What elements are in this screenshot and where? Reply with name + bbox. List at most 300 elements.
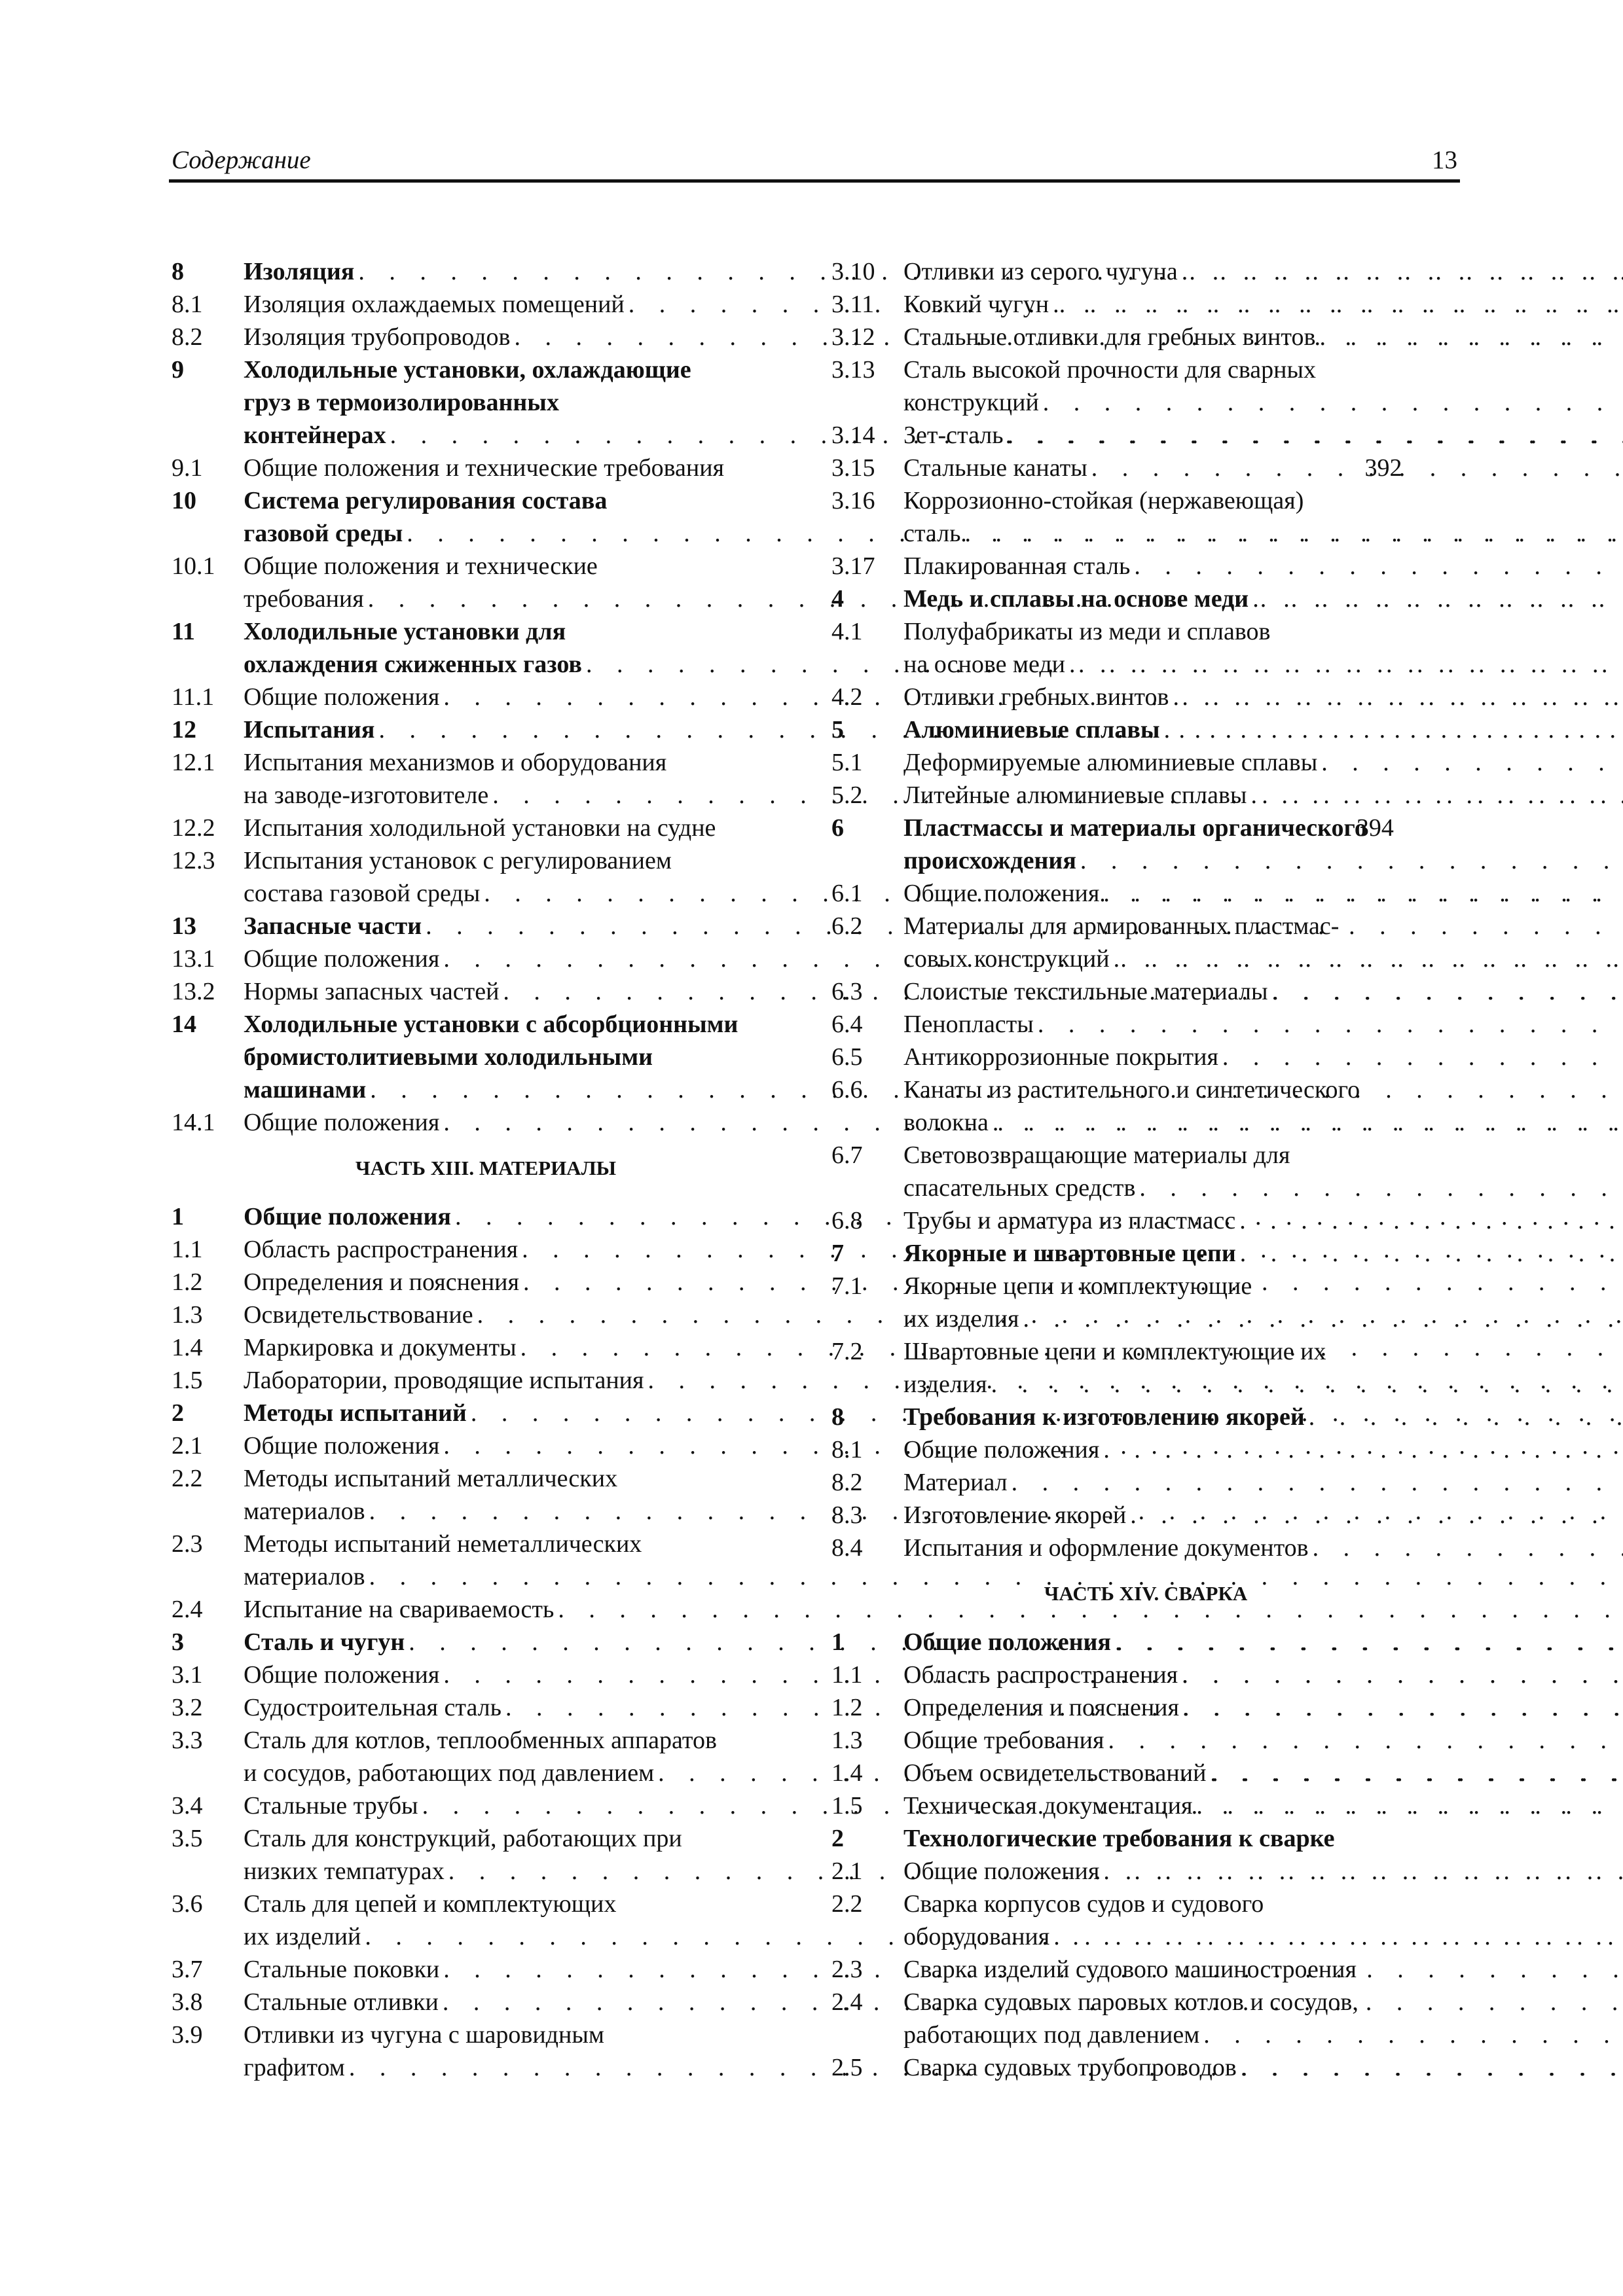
title-text: Общие положения [244, 1661, 440, 1689]
title-text: Деформируемые алюминиевые сплавы [903, 749, 1318, 776]
toc-entry[interactable] [831, 452, 1460, 484]
toc-entry[interactable] [831, 975, 1460, 1008]
title-text: Общие требования [903, 1727, 1104, 1754]
toc-entry[interactable] [172, 550, 800, 615]
section-title [903, 2051, 1623, 2084]
section-number: 10.1 [172, 552, 215, 580]
leader-dots [1108, 1724, 1623, 1757]
toc-entry[interactable] [172, 1429, 800, 1462]
toc-entry[interactable] [831, 1433, 1460, 1466]
leader-dots [1043, 386, 1623, 419]
section-number: 6.8 [831, 1207, 863, 1234]
section-number: 1.1 [172, 1236, 203, 1263]
leader-dots [1023, 1302, 1623, 1335]
title-text: контейнерах [244, 422, 386, 449]
title-text: оборудования [903, 1923, 1050, 1950]
toc-entry[interactable] [831, 1953, 1460, 1986]
title-text: Стальные трубы [244, 1792, 418, 1820]
toc-entry[interactable] [831, 1008, 1460, 1041]
toc-entry[interactable] [831, 583, 1460, 615]
toc-entry[interactable] [172, 910, 800, 942]
section-title [903, 1466, 1623, 1499]
leader-dots [1222, 1041, 1623, 1073]
title-text: Холодильные установки, охлаждающие [244, 356, 691, 384]
toc-entry[interactable] [172, 615, 800, 681]
title-text: графитом [244, 2054, 345, 2081]
section-number: 8 [172, 258, 184, 285]
section-number: 1.5 [831, 1792, 863, 1820]
title-text: Сталь высокой прочности для сварных [903, 356, 1316, 384]
section-title [903, 1204, 1623, 1237]
leader-dots [1240, 1237, 1623, 1270]
title-text: Определения и пояснения [903, 1694, 1179, 1721]
section-number: 5 [831, 716, 844, 744]
toc-entry[interactable] [831, 1691, 1460, 1724]
toc-entry[interactable] [831, 877, 1460, 910]
title-text: совых конструкций [903, 945, 1110, 973]
title-text: Отливки из серого чугуна [903, 258, 1178, 285]
toc-entry[interactable] [172, 1397, 800, 1429]
section-number: 4.1 [831, 618, 863, 645]
title-text: Общие положения [244, 1432, 440, 1460]
toc-entry[interactable] [172, 1789, 800, 1822]
section-number: 3.16 [831, 487, 875, 514]
title-text: Литейные алюминиевые сплавы [903, 781, 1247, 809]
toc-entry[interactable] [172, 1593, 800, 1626]
toc-entry[interactable] [831, 1204, 1460, 1237]
part-heading: ЧАСТЬ XIV. СВАРКА [1044, 1582, 1248, 1605]
section-number: 14 [172, 1011, 196, 1038]
page-header [169, 145, 1460, 183]
section-title [903, 255, 1623, 288]
title-text: Якорные цепи и комплектующие [903, 1272, 1252, 1300]
toc-entry[interactable] [172, 1106, 800, 1139]
title-text: газовой среды [244, 520, 403, 547]
toc-entry[interactable] [831, 1270, 1460, 1335]
page-ref: 394 [1356, 814, 1394, 842]
title-text: Общие положения [244, 1203, 451, 1230]
section-number: 9 [172, 356, 184, 384]
toc-entry[interactable] [831, 681, 1460, 713]
toc-entry[interactable] [172, 1364, 800, 1397]
leader-dots [1080, 844, 1623, 877]
toc-entry[interactable] [172, 1724, 800, 1789]
toc-entry[interactable] [831, 550, 1460, 583]
toc-entry[interactable] [831, 1757, 1460, 1789]
section-number: 2.3 [172, 1530, 203, 1558]
section-title [903, 910, 1623, 975]
toc-entry[interactable] [831, 419, 1460, 452]
title-text: Сталь и чугун [244, 1628, 405, 1656]
title-text: Судостроительная сталь [244, 1694, 501, 1721]
title-text: Объем освидетельствований [903, 1759, 1207, 1787]
toc-entry[interactable] [172, 255, 800, 288]
title-text: Методы испытаний [244, 1399, 467, 1427]
title-text: их изделия [903, 1305, 1019, 1333]
title-text: машинами [244, 1076, 367, 1103]
toc-entry[interactable] [172, 1626, 800, 1659]
leader-dots [1313, 1532, 1623, 1564]
title-text: Методы испытаний металлических [244, 1465, 618, 1492]
section-title [903, 1789, 1623, 1822]
toc-entry[interactable] [831, 2051, 1460, 2084]
title-text: Освидетельствование [244, 1301, 473, 1329]
section-title [903, 1008, 1623, 1041]
title-text: Световозвращающие материалы для [903, 1141, 1290, 1169]
section-title [903, 452, 1623, 484]
title-text: Слоистые текстильные материалы [903, 978, 1268, 1005]
section-number: 1.4 [172, 1334, 203, 1361]
section-number: 8.3 [831, 1501, 863, 1529]
section-title [903, 1953, 1623, 1986]
section-title [903, 681, 1623, 713]
toc-entry[interactable] [831, 1237, 1460, 1270]
leader-dots [1008, 419, 1623, 452]
toc-entry[interactable] [831, 812, 1460, 877]
section-title [903, 1691, 1623, 1724]
section-number: 2.2 [172, 1465, 203, 1492]
title-text: Плакированная сталь [903, 552, 1131, 580]
section-title [903, 1822, 1623, 1855]
leader-dots [1134, 550, 1623, 583]
toc-entry[interactable] [831, 353, 1460, 419]
section-number: 3.3 [172, 1727, 203, 1754]
title-text: Общие положения [244, 683, 440, 711]
title-text: волокна [903, 1109, 989, 1136]
page-number: 13 [1432, 146, 1457, 174]
title-text: Медь и сплавы на основе меди [903, 585, 1249, 613]
section-number: 3.13 [831, 356, 875, 384]
leader-dots [1115, 1626, 1623, 1659]
leader-dots [1252, 583, 1623, 615]
leader-dots [1183, 1691, 1623, 1724]
page-ref: 392 [1364, 454, 1402, 482]
toc-entry[interactable] [172, 288, 800, 321]
title-text: Антикоррозионные покрытия [903, 1043, 1218, 1071]
section-number: 2.3 [831, 1956, 863, 1983]
title-text: Пластмассы и материалы органического [903, 814, 1367, 842]
toc-entry[interactable] [831, 1073, 1460, 1139]
toc-entry[interactable] [831, 1822, 1460, 1855]
leader-dots [1139, 1172, 1623, 1204]
toc-entry[interactable] [172, 1528, 800, 1593]
title-text: Отливки из чугуна с шаровидным [244, 2021, 604, 2049]
toc-entry[interactable] [172, 1462, 800, 1528]
title-text: требования [244, 585, 364, 613]
title-text: Общие положения [903, 1628, 1111, 1656]
title-text: Сталь для конструкций, работающих при [244, 1825, 682, 1852]
title-text: Общие положения и технические [244, 552, 598, 580]
section-title [903, 713, 1623, 746]
section-number: 8.4 [831, 1534, 863, 1562]
title-text: Сварка судовых трубопроводов [903, 2054, 1237, 2081]
toc-entry[interactable] [831, 1789, 1460, 1822]
toc-entry[interactable] [831, 255, 1460, 288]
title-text: Изоляция [244, 258, 355, 285]
toc-entry[interactable] [831, 1466, 1460, 1499]
section-title [903, 746, 1623, 779]
section-title [903, 1139, 1623, 1204]
title-text: и сосудов, работающих под давлением [244, 1759, 655, 1787]
title-text: Канаты из растительного и синтетического [903, 1076, 1360, 1103]
title-text: Коррозионно-стойкая (нержавеющая) [903, 487, 1304, 514]
toc-entry[interactable] [172, 942, 800, 975]
title-text: Якорные и швартовные цепи [903, 1240, 1236, 1267]
title-text: конструкций [903, 389, 1039, 416]
leader-dots [1182, 1659, 1623, 1691]
toc-entry[interactable] [831, 1139, 1460, 1204]
toc-entry[interactable] [172, 844, 800, 910]
leader-dots [1203, 2018, 1623, 2051]
toc-entry[interactable] [831, 1888, 1460, 1953]
toc-entry[interactable] [831, 288, 1460, 321]
section-number: 3.17 [831, 552, 875, 580]
section-number: 12.1 [172, 749, 215, 776]
title-text: Испытание на свариваемость [244, 1596, 555, 1623]
toc-entry[interactable] [831, 910, 1460, 975]
toc-entry[interactable] [172, 2018, 800, 2084]
section-number: 13.1 [172, 945, 215, 973]
title-text: Ковкий чугун [903, 291, 1049, 318]
leader-dots [1319, 321, 1623, 353]
section-title [903, 877, 1623, 910]
section-number: 11 [172, 618, 195, 645]
section-number: 4.2 [831, 683, 863, 711]
toc-entry[interactable] [831, 1499, 1460, 1532]
section-number: 3.1 [172, 1661, 203, 1689]
title-text: Стальные поковки [244, 1956, 440, 1983]
section-number: 2 [831, 1825, 844, 1852]
section-title [903, 1757, 1623, 1789]
section-number: 2.1 [831, 1857, 863, 1885]
toc-entry[interactable] [172, 321, 800, 353]
title-text: бромистолитиевыми холодильными [244, 1043, 653, 1071]
section-number: 1.2 [831, 1694, 863, 1721]
leader-dots [1196, 1789, 1623, 1822]
title-text: Изоляция охлаждаемых помещений [244, 291, 625, 318]
title-text: Холодильные установки для [244, 618, 566, 645]
toc-entry[interactable] [172, 1266, 800, 1299]
toc-entry[interactable] [831, 1041, 1460, 1073]
leader-dots [1069, 648, 1623, 681]
section-title [903, 1499, 1623, 1532]
toc-entry[interactable] [172, 1691, 800, 1724]
section-number: 3.8 [172, 1988, 203, 2016]
section-title [903, 550, 1623, 583]
title-text: их изделий [244, 1923, 361, 1950]
title-text: охлаждения сжиженных газов [244, 651, 582, 678]
section-number: 2 [172, 1399, 184, 1427]
title-text: Сталь для цепей и комплектующих [244, 1890, 617, 1918]
toc-entry[interactable] [831, 1724, 1460, 1757]
toc-entry[interactable] [831, 615, 1460, 681]
title-text: Техническая документация [903, 1792, 1193, 1820]
title-text: Стальные отливки [244, 1988, 439, 2016]
section-title [903, 288, 1623, 321]
section-number: 6.2 [831, 912, 863, 940]
section-title [903, 419, 1623, 452]
section-title [903, 1532, 1623, 1564]
section-title [903, 1270, 1623, 1335]
section-number: 7.2 [831, 1338, 863, 1365]
toc-entry[interactable] [172, 1888, 800, 1953]
title-text: Пенопласты [903, 1011, 1034, 1038]
running-title: Содержание [172, 146, 311, 174]
section-number: 8.2 [172, 323, 203, 351]
toc-entry[interactable] [831, 1659, 1460, 1691]
title-text: Трубы и арматура из пластмасс [903, 1207, 1236, 1234]
title-text: Материал [903, 1469, 1008, 1496]
title-text: на заводе-изготовителе [244, 781, 489, 809]
toc-entry[interactable] [172, 1953, 800, 1986]
title-text: материалов [244, 1563, 365, 1590]
section-number: 7 [831, 1240, 844, 1267]
section-number: 2.4 [172, 1596, 203, 1623]
title-text: материалов [244, 1498, 365, 1525]
section-number: 6.5 [831, 1043, 863, 1071]
title-text: низких темпатурах [244, 1857, 445, 1885]
title-text: Испытания механизмов и оборудования [244, 749, 667, 776]
section-number: 7.1 [831, 1272, 863, 1300]
title-text: Общие положения [244, 945, 440, 973]
section-number: 1.4 [831, 1759, 863, 1787]
section-title [903, 975, 1623, 1008]
title-text: Алюминиевые сплавы [903, 716, 1160, 744]
section-number: 6.7 [831, 1141, 863, 1169]
section-title [903, 779, 1623, 812]
title-text: Нормы запасных частей [244, 978, 500, 1005]
toc-entry[interactable] [831, 1986, 1460, 2051]
title-text: изделия [903, 1371, 987, 1398]
toc-entry[interactable] [172, 1331, 800, 1364]
toc-entry[interactable] [172, 353, 800, 452]
section-number: 2.2 [831, 1890, 863, 1918]
toc-entry[interactable] [831, 1855, 1460, 1888]
toc-entry[interactable] [831, 484, 1460, 550]
section-number: 13.2 [172, 978, 215, 1005]
leader-dots [1321, 746, 1623, 779]
toc-entry[interactable] [831, 321, 1460, 353]
title-text: Стальные канаты [903, 454, 1087, 482]
leader-dots [1164, 713, 1623, 746]
toc-entry[interactable] [172, 484, 800, 550]
section-title [903, 353, 1623, 419]
leader-dots [1053, 288, 1623, 321]
toc-entry[interactable] [172, 713, 800, 746]
title-text: груз в термоизолированных [244, 389, 559, 416]
title-text: Лаборатории, проводящие испытания [244, 1367, 644, 1394]
title-text: Стальные отливки для гребных винтов [903, 323, 1316, 351]
leader-dots [1091, 452, 1623, 484]
section-title [903, 1659, 1623, 1691]
title-text: Технологические требования к сварке [903, 1825, 1335, 1852]
title-text: Общие положения [903, 1436, 1100, 1463]
toc-entry[interactable] [831, 746, 1460, 779]
toc-entry[interactable] [172, 1233, 800, 1266]
section-number: 3 [172, 1628, 184, 1656]
title-text: Общие положения [244, 1109, 440, 1136]
toc-entry[interactable] [831, 1626, 1460, 1659]
section-number: 1.1 [831, 1661, 863, 1689]
title-text: Испытания и оформление документов [903, 1534, 1309, 1562]
toc-entry[interactable] [831, 1335, 1460, 1401]
section-number: 8 [831, 1403, 844, 1431]
section-title [903, 1401, 1623, 1433]
leader-dots [1272, 975, 1623, 1008]
section-title [903, 812, 1623, 877]
section-number: 8.2 [831, 1469, 863, 1496]
toc-entry[interactable] [172, 681, 800, 713]
section-title [903, 1041, 1623, 1073]
toc-entry[interactable] [172, 975, 800, 1008]
title-text: Испытания холодильной установки на судне [244, 814, 716, 842]
toc-entry[interactable] [172, 1822, 800, 1888]
title-text: происхождения [903, 847, 1076, 874]
toc-entry[interactable] [831, 1401, 1460, 1433]
leader-dots [1173, 681, 1623, 713]
section-number: 3.7 [172, 1956, 203, 1983]
section-title [903, 1237, 1623, 1270]
toc-entry[interactable] [172, 1299, 800, 1331]
title-text: Сварка корпусов судов и судового [903, 1890, 1264, 1918]
toc-entry[interactable] [172, 1659, 800, 1691]
section-number: 3.6 [172, 1890, 203, 1918]
section-number: 12.3 [172, 847, 215, 874]
section-number: 6.6 [831, 1076, 863, 1103]
title-text: Общие положения [903, 1857, 1100, 1885]
toc-entry[interactable] [172, 1008, 800, 1106]
leader-dots [993, 1106, 1623, 1139]
section-number: 1.2 [172, 1268, 203, 1296]
leader-dots [1250, 779, 1623, 812]
leader-dots [1130, 1499, 1623, 1532]
toc-entry[interactable] [831, 779, 1460, 812]
toc-entry[interactable] [172, 746, 800, 812]
leader-dots [1053, 1920, 1623, 1953]
title-text: Запасные части [244, 912, 422, 940]
section-title [903, 1986, 1623, 2051]
section-number: 1.3 [831, 1727, 863, 1754]
leader-dots [1241, 2051, 1623, 2084]
section-number: 2.4 [831, 1988, 863, 2016]
title-text: работающих под давлением [903, 2021, 1200, 2049]
section-number: 11.1 [172, 683, 215, 711]
section-number: 1 [172, 1203, 184, 1230]
section-number: 8.1 [831, 1436, 863, 1463]
section-number: 6.3 [831, 978, 863, 1005]
leader-dots [1182, 255, 1623, 288]
section-number: 3.2 [172, 1694, 203, 1721]
toc-entry[interactable] [831, 713, 1460, 746]
leader-dots [964, 517, 1623, 550]
title-text: Сталь для котлов, теплообменных аппаратов [244, 1727, 717, 1754]
section-number: 3.4 [172, 1792, 203, 1820]
section-title [903, 1335, 1623, 1401]
title-text: Материалы для армированных пластмас- [903, 912, 1340, 940]
leader-dots [1012, 1466, 1623, 1499]
title-text: сталь [903, 520, 961, 547]
section-number: 12 [172, 716, 196, 744]
section-number: 2.1 [172, 1432, 203, 1460]
toc-entry[interactable] [831, 1532, 1460, 1564]
section-number: 3.12 [831, 323, 875, 351]
section-number: 13 [172, 912, 196, 940]
section-number: 3.9 [172, 2021, 203, 2049]
title-text: Холодильные установки с абсорбционными [244, 1011, 739, 1038]
toc-entry[interactable] [172, 1986, 800, 2018]
toc-entry[interactable] [172, 1200, 800, 1233]
leader-dots [991, 1368, 1623, 1401]
